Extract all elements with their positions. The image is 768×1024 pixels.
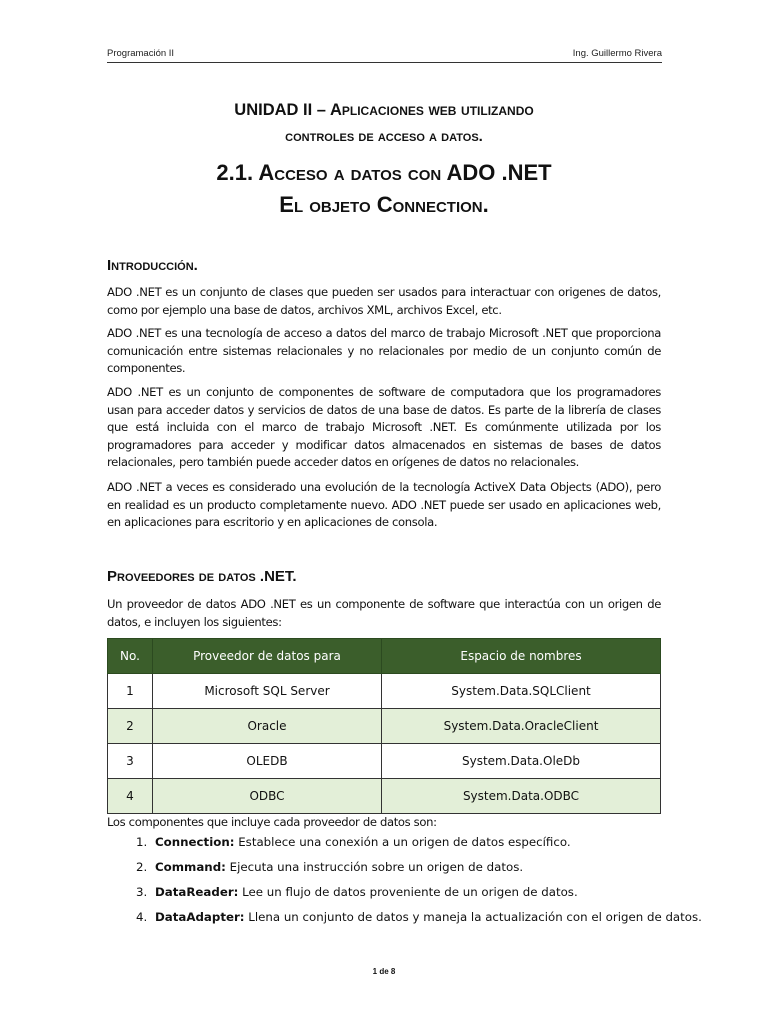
list-item xyxy=(151,855,711,880)
page-header xyxy=(107,48,662,63)
intro-paragraph-2: ADO .NET es una tecnología de acceso a datos del marco de trabajo Microsoft .NET que proporciona comunicación entre sistemas relacionales y no relacionales por medio de un conjunto común de componentes. xyxy=(107,326,661,375)
component-name: Connection: xyxy=(155,835,235,849)
table-header-cell: Espacio de nombres xyxy=(382,639,661,674)
intro-paragraph-4: ADO .NET a veces es considerado una evolución de la tecnología ActiveX Data Objects (ADO), pero en realidad es un producto completamente nuevo. ADO .NET puede ser usado en aplicaciones web, en aplicaciones para escritorio y en aplicaciones de consola. xyxy=(107,480,661,529)
component-desc: Establece una conexión a un origen de datos específico. xyxy=(234,835,571,849)
components-intro: Los componentes que incluye cada proveedor de datos son: xyxy=(107,815,437,829)
components-list xyxy=(107,830,711,930)
page-number: 1 de 8 xyxy=(372,967,396,976)
intro-paragraph-3: ADO .NET es un conjunto de componentes de software de computadora que los programadores usan para acceder datos y servicios de datos de una base de datos. Es parte de la librería de clases que está incluida con el marco de trabajo Microsoft .NET. Es comúnmente utilizada por los programadores para acceder y modificar datos almacenados en sistemas de bases de datos relacionales, pero también puede acceder datos en orígenes de datos no relacionales. xyxy=(107,385,661,469)
unit-subtitle: controles de acceso a datos. xyxy=(285,128,483,145)
table-cell: ODBC xyxy=(153,779,382,814)
table-cell: 2 xyxy=(108,709,153,744)
component-desc: Llena un conjunto de datos y maneja la actualización con el origen de datos. xyxy=(244,910,702,924)
list-item xyxy=(151,880,711,905)
table-cell: 1 xyxy=(108,674,153,709)
table-cell: System.Data.ODBC xyxy=(382,779,661,814)
table-row xyxy=(108,674,661,709)
component-name: Command: xyxy=(155,860,226,874)
intro-heading: Introducción. xyxy=(107,257,198,274)
table-cell: 3 xyxy=(108,744,153,779)
component-name: DataReader: xyxy=(155,885,239,899)
component-name: DataAdapter: xyxy=(155,910,245,924)
providers-heading: Proveedores de datos .NET. xyxy=(107,568,297,585)
providers-table xyxy=(107,638,661,814)
table-cell: System.Data.OleDb xyxy=(382,744,661,779)
table-cell: System.Data.OracleClient xyxy=(382,709,661,744)
section-subtitle: El objeto Connection. xyxy=(279,192,489,217)
list-item xyxy=(151,830,711,855)
component-desc: Ejecuta una instrucción sobre un origen de datos. xyxy=(225,860,524,874)
section-title: 2.1. Acceso a datos con ADO .NET xyxy=(216,160,552,185)
table-cell: 4 xyxy=(108,779,153,814)
table-cell: System.Data.SQLClient xyxy=(382,674,661,709)
providers-intro: Un proveedor de datos ADO .NET es un componente de software que interactúa con un origen de datos, e incluyen los siguientes: xyxy=(107,597,661,629)
component-desc: Lee un flujo de datos proveniente de un origen de datos. xyxy=(238,885,578,899)
table-cell: Microsoft SQL Server xyxy=(153,674,382,709)
table-cell: Oracle xyxy=(153,709,382,744)
unit-title: UNIDAD II – Aplicaciones web utilizando xyxy=(234,101,534,119)
header-author: Ing. Guillermo Rivera xyxy=(572,48,662,59)
table-header-row xyxy=(108,639,661,674)
table-row xyxy=(108,779,661,814)
table-row xyxy=(108,744,661,779)
table-header-cell: Proveedor de datos para xyxy=(153,639,382,674)
header-course: Programación II xyxy=(107,48,175,59)
table-row xyxy=(108,709,661,744)
intro-paragraph-1: ADO .NET es un conjunto de clases que pueden ser usados para interactuar con origenes de datos, como por ejemplo una base de datos, archivos XML, archivos Excel, etc. xyxy=(107,285,661,317)
table-cell: OLEDB xyxy=(153,744,382,779)
list-item xyxy=(151,905,711,930)
table-header-cell: No. xyxy=(108,639,153,674)
